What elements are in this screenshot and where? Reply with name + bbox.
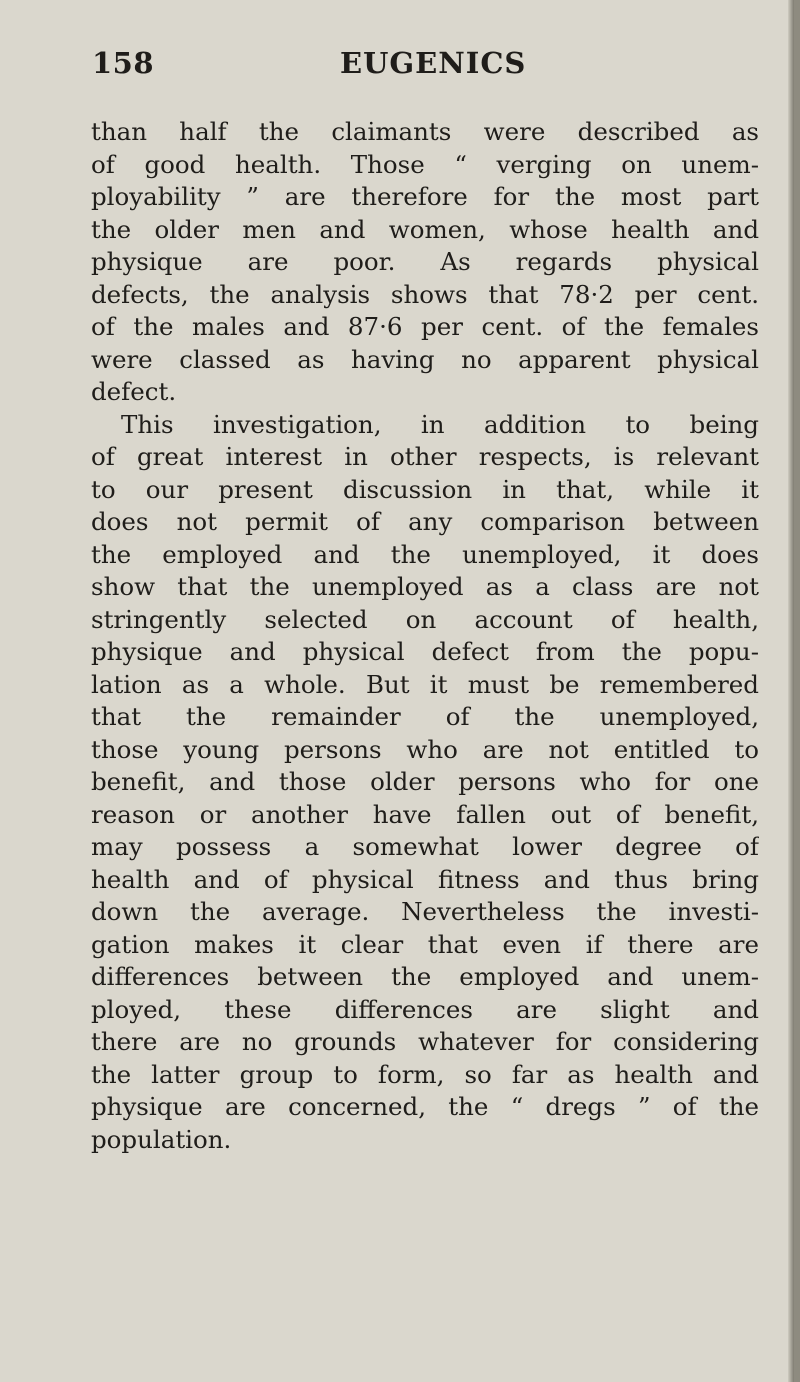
- text-line: the latter group to form, so far as health and: [91, 1059, 759, 1089]
- text-line: reason or another have fallen out of benefit,: [91, 799, 759, 829]
- text-line: lation as a whole. But it must be remembered: [91, 669, 759, 699]
- text-line: benefit, and those older persons who for one: [91, 767, 759, 796]
- text-line: health and of physical fitness and thus bring: [91, 864, 759, 894]
- text-line: show that the unemployed as a class are not: [91, 572, 759, 601]
- text-line: physique and physical defect from the popu-: [91, 637, 759, 666]
- body-text: [91, 116, 759, 1156]
- text-line: ployed, these differences are slight and: [91, 994, 759, 1024]
- text-line: physique are poor. As regards physical: [91, 247, 759, 276]
- text-line: the employed and the unemployed, it does: [91, 539, 759, 569]
- text-line: there are no grounds whatever for considering: [91, 1027, 759, 1056]
- page-edge-shadow: [788, 0, 794, 1382]
- text-line: were classed as having no apparent physical: [91, 344, 759, 374]
- text-line: population.: [91, 1124, 232, 1154]
- text-line: to our present discussion in that, while it: [91, 474, 759, 504]
- text-line: gation makes it clear that even if there are: [91, 929, 759, 959]
- text-line: of good health. Those “ verging on unem-: [91, 149, 759, 179]
- text-line: stringently selected on account of health,: [91, 604, 759, 634]
- text-line: down the average. Nevertheless the investi-: [91, 897, 759, 926]
- text-line: the older men and women, whose health and: [91, 214, 759, 244]
- text-line: than half the claimants were described as: [91, 117, 759, 146]
- text-line: of the males and 87·6 per cent. of the females: [91, 312, 759, 341]
- running-head: EUGENICS: [340, 46, 527, 80]
- text-line: physique are concerned, the “ dregs ” of the: [91, 1092, 759, 1121]
- text-line: that the remainder of the unemployed,: [91, 702, 759, 731]
- page-header: [92, 46, 757, 96]
- text-line: ployability ” are therefore for the most part: [91, 182, 759, 211]
- text-line: differences between the employed and unem-: [91, 962, 759, 991]
- text-line: may possess a somewhat lower degree of: [91, 832, 759, 861]
- text-line: This investigation, in addition to being: [121, 409, 759, 439]
- text-line: of great interest in other respects, is relevant: [91, 442, 759, 471]
- text-line: those young persons who are not entitled to: [91, 734, 759, 764]
- text-line: defects, the analysis shows that 78·2 per cent.: [91, 279, 759, 309]
- text-line: does not permit of any comparison between: [91, 507, 759, 536]
- page-number: 158: [92, 46, 155, 80]
- text-line: defect.: [91, 377, 177, 406]
